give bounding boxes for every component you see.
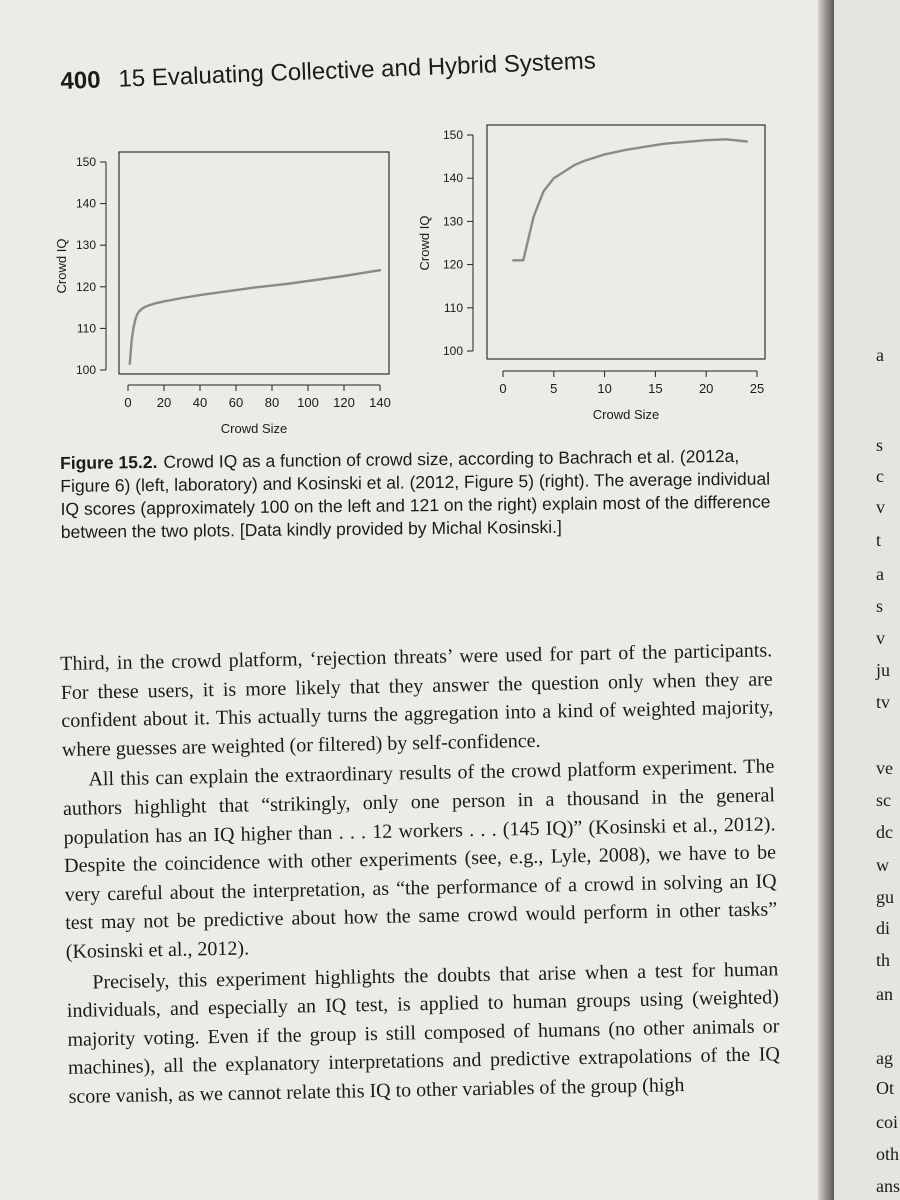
facing-fragment: a (876, 564, 884, 584)
x-tick-label: 20 (698, 381, 714, 396)
facing-fragment: s (876, 435, 884, 455)
y-tick-label: 100 (442, 344, 463, 358)
y-tick-label: 110 (443, 300, 463, 315)
facing-fragment: a (876, 345, 884, 365)
x-tick-label: 0 (499, 381, 507, 396)
page-number: 400 (60, 66, 102, 95)
x-tick-label: 60 (228, 395, 244, 410)
chart-right-crowd-platform (415, 115, 785, 435)
plot-frame (119, 152, 389, 374)
y-tick-label: 120 (75, 279, 96, 294)
y-axis-label: Crowd IQ (54, 238, 69, 294)
x-axis-label: Crowd Size (220, 421, 288, 436)
facing-fragment: gu (876, 887, 894, 907)
y-tick-label: 130 (442, 214, 463, 229)
y-tick-label: 150 (75, 155, 96, 169)
y-axis-label: Crowd IQ (417, 215, 432, 271)
facing-fragment: ag (876, 1048, 893, 1068)
x-axis-label: Crowd Size (592, 407, 660, 422)
y-tick-label: 110 (76, 321, 96, 336)
series-line (513, 139, 747, 260)
facing-fragment: coi (876, 1112, 898, 1132)
figure-label: Figure 15.2. (60, 451, 158, 473)
paragraph: Third, in the crowd platform, ‘rejection threats’ were used for part of the participants. For these users, it is more likely that they answer the question only when they are confident about it. This actually turns the aggregation into a kind of weighted majority, where guesses are weighted (or filtered) by self-confidence. (60, 639, 774, 761)
chart-left-laboratory (50, 140, 410, 450)
series-line (130, 270, 380, 364)
facing-fragment: v (876, 628, 885, 648)
facing-fragment: di (876, 918, 891, 938)
figure-caption (60, 444, 781, 544)
paragraph: Precisely, this experiment highlights the doubts that arise when a test for human individuals, and especially an IQ test, is applied to human groups using (weighted) majority voting. Even if the group is still composed of humans (no other animals or machines), all the explanatory interpretations and predictive extrapolations of the IQ score vanish, as we cannot relate this IQ to other variables of the group (high (66, 957, 781, 1108)
facing-fragment: w (876, 855, 889, 875)
x-tick-label: 20 (156, 395, 172, 410)
paragraph: All this can explain the extraordinary results of the crowd platform experiment. The authors highlight that “strikingly, only one person in a thousand in the general population has an IQ higher than . . . 12 workers . . . (145 IQ)” (Kosinski et al., 2012). Despite the coincidence with other experiments (see, e.g., Lyle, 2008), we have to be very careful about the interpretation, as “the performance of a crowd in solving an IQ test may not be predictive about how the same crowd would perform in other tasks” (Kosinski et al., 2012). (62, 755, 778, 963)
x-tick-label: 80 (264, 395, 280, 410)
y-tick-label: 120 (442, 257, 463, 272)
y-tick-label: 100 (75, 363, 96, 377)
facing-fragment: ve (876, 758, 893, 778)
y-tick-label: 150 (442, 128, 463, 142)
y-tick-label: 130 (75, 238, 96, 253)
x-tick-label: 15 (648, 381, 663, 396)
facing-fragment: Ot (876, 1078, 894, 1098)
y-tick-label: 140 (442, 171, 463, 186)
x-tick-label: 120 (333, 395, 355, 410)
facing-fragment: ju (876, 660, 891, 680)
facing-fragment: oth (876, 1144, 900, 1164)
x-tick-label: 0 (124, 395, 132, 410)
x-tick-label: 5 (550, 381, 558, 396)
facing-fragment: s (876, 596, 884, 616)
facing-fragment: t (876, 530, 882, 550)
x-tick-label: 100 (297, 395, 319, 410)
facing-page-text (868, 0, 900, 1200)
x-tick-label: 10 (597, 381, 612, 396)
facing-fragment: sc (876, 790, 891, 810)
book-gutter (818, 0, 834, 1200)
facing-fragment: ans (876, 1176, 900, 1196)
facing-fragment: dc (876, 822, 893, 842)
facing-fragment: th (876, 950, 891, 970)
x-tick-label: 40 (192, 395, 208, 410)
y-tick-label: 140 (75, 196, 96, 211)
x-tick-label: 25 (749, 381, 765, 396)
facing-fragment: c (876, 466, 884, 486)
chapter-title: 15 Evaluating Collective and Hybrid Systems (118, 47, 597, 93)
x-tick-label: 140 (369, 395, 391, 410)
facing-fragment: v (876, 497, 885, 517)
caption-text: Crowd IQ as a function of crowd size, according to Bachrach et al. (2012a, Figure 6) (left, laboratory) and Kosinski et al. (2012, Figure 5) (right). The average individual IQ scores (approximately 100 on the left and 121 on the right) explain most of the difference between the two plots. [Data kindly provided by Michal Kosinski.] (60, 445, 771, 542)
facing-fragment: tv (876, 692, 891, 712)
body-text (60, 636, 781, 1113)
facing-fragment: an (876, 984, 893, 1004)
